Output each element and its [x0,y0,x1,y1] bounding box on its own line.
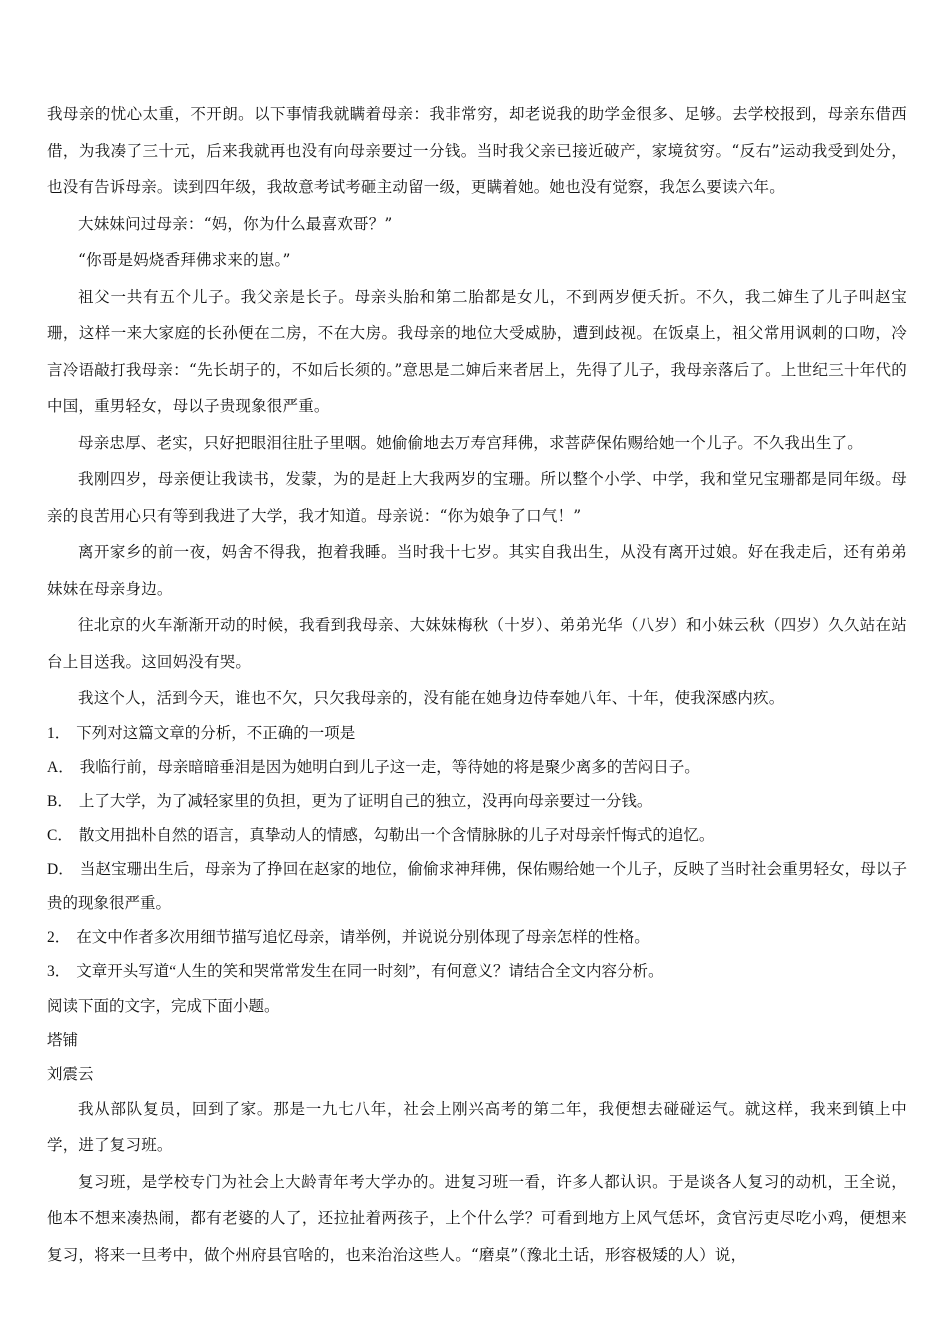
passage1-paragraph-7: 离开家乡的前一夜，妈舍不得我，抱着我睡。当时我十七岁。其实自我出生，从没有离开过娘。好在我走后，还有弟弟妹妹在母亲身边。 [47,543,907,598]
question-1-option-d [47,853,907,921]
option-a-label: A． [47,758,74,776]
passage2-paragraph-2: 复习班，是学校专门为社会上大龄青年考大学办的。进复习班一看，许多人都认识。于是谈各人复习的动机，王全说，他本不想来凑热闹，都有老婆的人了，还拉扯着两孩子，上个什么学？可看到地方上风气恁坏，贪官污吏尽吃小鸡，便想来复习，将来一旦考中，做个州府县官啥的，也来治治这些人。“磨桌”（豫北土话，形容极矮的人）说， [47,1172,907,1264]
passage1-paragraph-8: 往北京的火车渐渐开动的时候，我看到我母亲、大妹妹梅秋（十岁）、弟弟光华（八岁）和小妹云秋（四岁）久久站在站台上目送我。这回妈没有哭。 [47,616,907,671]
option-b-text: 上了大学，为了减轻家里的负担，更为了证明自己的独立，没再向母亲要过一分钱。 [78,792,653,810]
document-page [47,96,907,1273]
question-3 [47,955,907,989]
question-1 [47,717,907,751]
question-2-number: 2． [47,928,71,946]
question-2-text: 在文中作者多次用细节描写追忆母亲，请举例，并说说分别体现了母亲怎样的性格。 [76,928,650,946]
passage1-paragraph-6: 我刚四岁，母亲便让我读书，发蒙，为的是赶上大我两岁的宝珊。所以整个小学、中学，我和堂兄宝珊都是同年级。母亲的良苦用心只有等到我进了大学，我才知道。母亲说：“你为娘争了口气！” [47,470,907,525]
question-2 [47,921,907,955]
question-1-option-b [47,785,907,819]
question-1-text: 下列对这篇文章的分析，不正确的一项是 [76,724,356,742]
passage1-paragraph-1: 我母亲的忧心太重，不开朗。以下事情我就瞒着母亲：我非常穷，却老说我的助学金很多、足够。去学校报到，母亲东借西借，为我凑了三十元，后来我就再也没有向母亲要过一分钱。当时我父亲已接近破产，家境贫穷。“反右”运动我受到处分，也没有告诉母亲。读到四年级，我故意考试考砸主动留一级，更瞒着她。她也没有觉察，我怎么要读六年。 [47,105,907,196]
question-1-option-a [47,751,907,785]
question-3-text: 文章开头写道“人生的笑和哭常常发生在同一时刻”，有何意义？请结合全文内容分析。 [76,962,664,980]
passage1-paragraph-9: 我这个人，活到今天，谁也不欠，只欠我母亲的，没有能在她身边侍奉她八年、十年，使我深感内疚。 [78,689,785,707]
question-1-number: 1． [47,724,71,742]
option-b-label: B． [47,792,73,810]
option-c-label: C． [47,826,73,844]
passage1-paragraph-3: “你哥是妈烧香拜佛求来的崽。” [78,251,291,269]
passage2-paragraph-1: 我从部队复员，回到了家。那是一九七八年，社会上刚兴高考的第二年，我便想去碰碰运气。就这样，我来到镇上中学，进了复习班。 [47,1099,907,1154]
question-3-number: 3． [47,962,71,980]
reading-instruction: 阅读下面的文字，完成下面小题。 [47,996,280,1015]
option-c-text: 散文用拙朴自然的语言，真挚动人的情感，勾勒出一个含情脉脉的儿子对母亲忏悔式的追忆。 [78,826,715,844]
passage1-paragraph-2: 大妹妹问过母亲：“妈，你为什么最喜欢哥？” [78,214,393,233]
passage1-paragraph-5: 母亲忠厚、老实，只好把眼泪往肚子里咽。她偷偷地去万寿宫拜佛，求菩萨保佑赐给她一个儿子。不久我出生了。 [78,433,864,452]
option-d-text: 当赵宝珊出生后，母亲为了挣回在赵家的地位，偷偷求神拜佛，保佑赐给她一个儿子，反映了当时社会重男轻女，母以子贵的现象很严重。 [47,860,907,912]
question-1-option-c [47,819,907,853]
option-a-text: 我临行前，母亲暗暗垂泪是因为她明白到儿子这一走，等待她的将是聚少离多的苦闷日子。 [79,758,700,776]
passage2-title: 塔铺 [47,1030,79,1049]
passage1-paragraph-4: 祖父一共有五个儿子。我父亲是长子。母亲头胎和第二胎都是女儿，不到两岁便夭折。不久，我二婶生了儿子叫赵宝珊，这样一来大家庭的长孙便在二房，不在大房。我母亲的地位大受威胁，遭到歧视。在饭桌上，祖父常用讽刺的口吻，冷言冷语敲打我母亲：“先长胡子的，不如后长须的。”意思是二婶后来者居上，先得了儿子，我母亲落后了。上世纪三十年代的中国，重男轻女，母以子贵现象很严重。 [47,287,907,415]
option-d-label: D． [47,860,74,878]
passage2-author: 刘震云 [47,1064,94,1083]
